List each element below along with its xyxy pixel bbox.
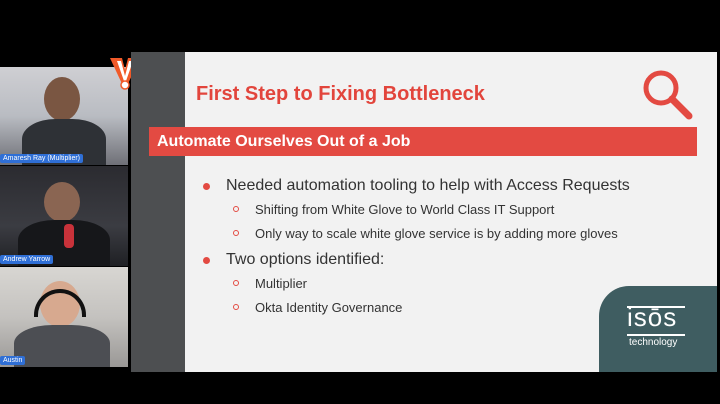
participant-head [44, 182, 80, 222]
bullet-dot-icon [203, 183, 210, 190]
sub-bullet-text: Shifting from White Glove to World Class IT Support [255, 201, 555, 217]
bullet-item [201, 175, 701, 197]
bullet-item [201, 249, 701, 271]
logo-wordmark: isōs [627, 302, 678, 332]
slide-side-stripe [131, 52, 185, 372]
bullet-text: Needed automation tooling to help with Access Requests [226, 177, 630, 194]
sub-bullet-text: Multiplier [255, 275, 308, 291]
logo-subtitle: technology [629, 337, 678, 348]
logo-bar-bottom [627, 334, 685, 336]
sub-bullet-ring-icon [233, 206, 239, 212]
participant-tile-3[interactable] [0, 267, 128, 367]
sub-bullet-ring-icon [233, 230, 239, 236]
sub-bullet-ring-icon [233, 280, 239, 286]
isos-logo-card [599, 286, 717, 372]
sub-bullet-item [201, 221, 701, 245]
sub-bullet-text: Only way to scale white glove service is by adding more gloves [255, 225, 618, 241]
participant-tile-2[interactable] [0, 166, 128, 266]
microphone-icon [64, 224, 74, 248]
sub-bullet-text: Okta Identity Governance [255, 299, 403, 315]
slide-title: First Step to Fixing Bottleneck [196, 83, 485, 105]
search-icon [639, 66, 695, 122]
bullet-dot-icon [203, 257, 210, 264]
shared-slide [131, 52, 717, 372]
participant-name-tag: Amaresh Ray (Multiplier) [0, 154, 83, 163]
sub-bullet-ring-icon [233, 304, 239, 310]
banner-text: Automate Ourselves Out of a Job [157, 133, 411, 150]
sub-bullet-item [201, 197, 701, 221]
participant-name-tag: Austin [0, 356, 25, 365]
bullet-text: Two options identified: [226, 251, 385, 268]
participant-body [14, 325, 110, 367]
slide-banner [149, 127, 697, 156]
participant-name-tag: Andrew Yarrow [0, 255, 53, 264]
participant-head [44, 77, 80, 121]
